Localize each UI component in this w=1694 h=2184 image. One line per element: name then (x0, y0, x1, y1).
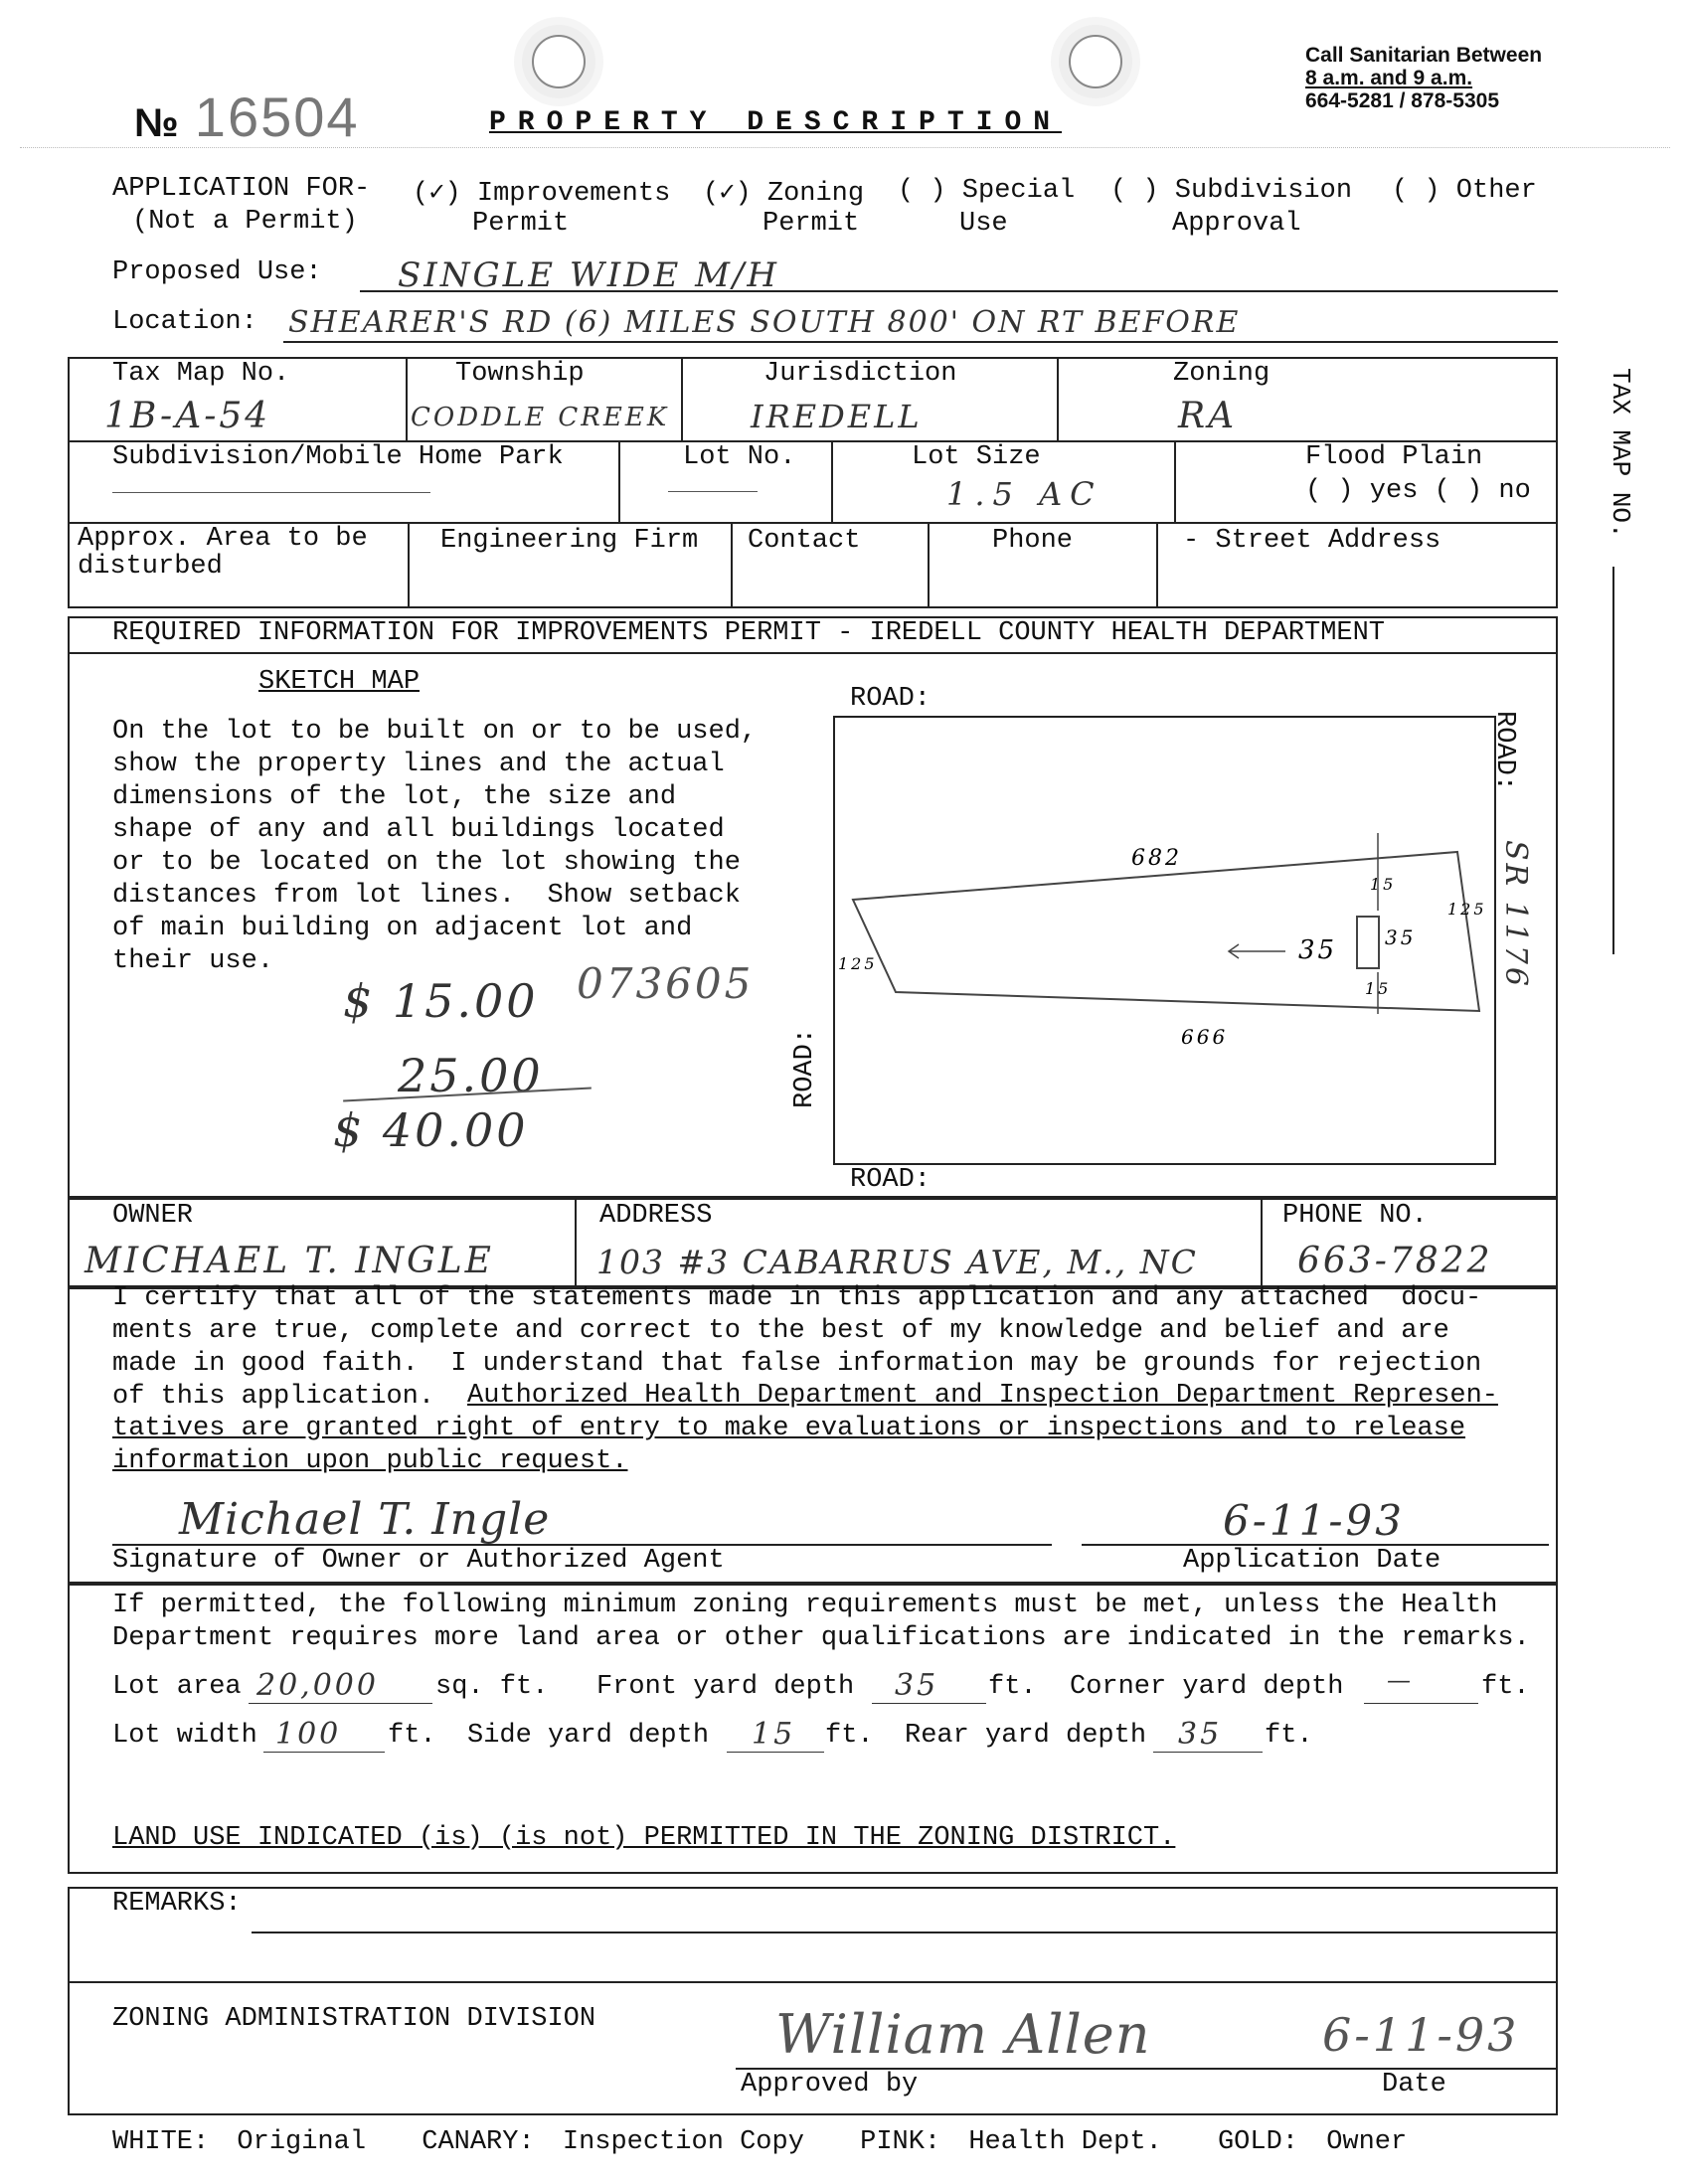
dim-setback-text: 35 (1298, 935, 1338, 965)
subdivision-label: Subdivision/Mobile Home Park (112, 442, 564, 472)
lot-no-label: Lot No. (683, 442, 796, 472)
tax-map-label: Tax Map No. (112, 359, 290, 389)
grid-col-10 (1156, 522, 1158, 608)
zoning-value: RA (1178, 396, 1238, 436)
owner-value: MICHAEL T. INGLE (85, 1241, 494, 1281)
required-heading-line (68, 652, 1558, 654)
grid-col-5 (831, 440, 833, 522)
address-value: 103 #3 CABARRUS AVE, M., NC (596, 1243, 1198, 1281)
lot-area-value: 20,000 (256, 1668, 379, 1703)
location-label: Location: (112, 307, 257, 337)
zoning-division-label: ZONING ADMINISTRATION DIVISION (112, 2004, 596, 2034)
area-disturbed-label2: disturbed (78, 552, 223, 582)
option-improvements-sub: Permit (472, 209, 570, 239)
remarks-line-1 (252, 1932, 1558, 1933)
call-sanitarian-line2: 8 a.m. and 9 a.m. (1305, 67, 1473, 89)
remarks-label: REMARKS: (112, 1889, 242, 1919)
header-dotted-rule (20, 147, 1670, 148)
canary-value: Inspection Copy (562, 2127, 804, 2157)
flood-plain-label: Flood Plain (1305, 442, 1483, 472)
phone-no-value: 663-7822 (1297, 1241, 1493, 1281)
tax-map-vertical-label: TAX MAP NO. (1606, 368, 1635, 539)
rear-yard-value: 35 (1178, 1717, 1223, 1752)
option-subdivision[interactable]: ( ) Subdivision (1110, 176, 1353, 206)
receipt-number: 073605 (577, 959, 755, 1008)
lot-area-blank (249, 1703, 432, 1704)
required-heading: REQUIRED INFORMATION FOR IMPROVEMENTS PERMIT - IREDELL COUNTY HEALTH DEPARTMENT (112, 618, 1386, 648)
address-label: ADDRESS (599, 1201, 713, 1231)
dim-side2-text: 15 (1365, 979, 1392, 998)
front-yard-unit: ft. (988, 1672, 1037, 1702)
sketch-map-box (833, 716, 1496, 1165)
approved-by-label: Approved by (741, 2070, 919, 2100)
street-address-label: - Street Address (1183, 526, 1441, 556)
engineering-firm-label: Engineering Firm (440, 526, 699, 556)
corner-yard-blank (1364, 1703, 1478, 1704)
signature-label: Signature of Owner or Authorized Agent (112, 1546, 725, 1576)
rear-yard-label: Rear yard depth (905, 1721, 1147, 1751)
subdivision-blank (112, 492, 430, 493)
zoning-label: Zoning (1173, 359, 1270, 389)
gold-value: Owner (1326, 2127, 1408, 2157)
owner-label: OWNER (112, 1201, 194, 1231)
pink-label: PINK: (860, 2127, 941, 2157)
grid-col-7 (408, 522, 410, 608)
tax-map-value: 1B-A-54 (104, 396, 271, 436)
number-value: 16504 (194, 85, 360, 148)
pink-value: Health Dept. (968, 2127, 1162, 2157)
road-left-label: ROAD: (790, 1027, 820, 1108)
option-other[interactable]: ( ) Other (1392, 176, 1537, 206)
certify-underlined-3: information upon public request. (112, 1446, 628, 1476)
certify-text: I certify that all of the statements made in this application and any attached docu- ments are true, complete and correct to the best of my knowledge and belief and are made in good faith. I understand that false information may be grounds for rejection of this application. (112, 1283, 1482, 1412)
option-zoning[interactable]: (✓) Zoning (703, 179, 865, 209)
page-title: PROPERTY DESCRIPTION (489, 107, 1063, 138)
corner-yard-label: Corner yard depth (1070, 1672, 1344, 1702)
proposed-use-label: Proposed Use: (112, 257, 322, 287)
option-subdivision-sub: Approval (1172, 209, 1301, 239)
township-value: CODDLE CREEK (411, 403, 670, 432)
certify-underlined-2: tatives are granted right of entry to make evaluations or inspections and to release (112, 1414, 1466, 1443)
tax-map-vertical-line (1612, 567, 1614, 954)
sketch-instructions: On the lot to be built on or to be used, show the property lines and the actual dimensions of the lot, the size and shape of any and all buildings located or to be located on the lot showing the distances from lot lines. Show setback of main building on adjacent lot and their use. (112, 717, 758, 976)
fee-1: $ 15.00 (343, 974, 539, 1028)
white-value: Original (237, 2127, 367, 2157)
dim-bottom-text: 666 (1181, 1025, 1229, 1049)
grid-col-4 (618, 440, 620, 522)
dim-bldg-text: 35 (1385, 925, 1417, 949)
lot-area-unit: sq. ft. (435, 1672, 549, 1702)
area-disturbed-label: Approx. Area to be (78, 524, 368, 554)
call-sanitarian-phones: 664-5281 / 878-5305 (1305, 89, 1499, 112)
phone-no-label: PHONE NO. (1282, 1201, 1428, 1231)
white-label: WHITE: (112, 2127, 210, 2157)
road-bottom-label: ROAD: (850, 1165, 932, 1195)
front-yard-label: Front yard depth (596, 1672, 855, 1702)
call-sanitarian-line1: Call Sanitarian Between (1305, 44, 1543, 67)
option-special[interactable]: ( ) Special (898, 176, 1076, 206)
mobile-home-outline (1357, 917, 1379, 968)
approved-date-value: 6-11-93 (1322, 2008, 1520, 2062)
grid-col-3 (1057, 357, 1059, 440)
application-date-value: 6-11-93 (1223, 1496, 1405, 1545)
option-special-sub: Use (959, 209, 1008, 239)
lot-size-value: 1.5 AC (946, 475, 1102, 513)
front-yard-value: 35 (895, 1668, 939, 1703)
proposed-use-value: SINGLE WIDE M/H (398, 255, 780, 295)
approval-date-label: Date (1382, 2070, 1446, 2100)
copy-distribution (112, 2127, 1407, 2157)
side-yard-blank (727, 1752, 824, 1753)
zoning-req-line2: Department requires more land area or other qualifications are indicated in the remarks. (112, 1623, 1530, 1653)
owner-col-2 (1261, 1198, 1263, 1287)
lot-no-blank (668, 491, 758, 492)
grid-col-6 (1174, 440, 1176, 522)
owner-signature: Michael T. Ingle (179, 1494, 551, 1545)
form-number (134, 84, 360, 149)
dim-top-text: 682 (1131, 846, 1182, 871)
zoning-req-line1: If permitted, the following minimum zoning requirements must be met, unless the Health (112, 1591, 1498, 1620)
grid-col-1 (406, 357, 408, 440)
side-yard-label: Side yard depth (467, 1721, 710, 1751)
road-right-label: ROAD: (1489, 711, 1519, 792)
punch-hole-right (1069, 35, 1122, 88)
fee-total: $ 40.00 (333, 1103, 529, 1157)
grid-col-2 (681, 357, 683, 440)
number-prefix: № (134, 101, 179, 145)
front-yard-blank (872, 1703, 986, 1704)
punch-hole-left (532, 35, 586, 88)
location-value: SHEARER'S RD (6) MILES SOUTH 800' ON RT BEFORE (288, 305, 1241, 340)
application-date-label: Application Date (1183, 1546, 1441, 1576)
lot-width-unit: ft. (388, 1721, 436, 1751)
lot-width-blank (263, 1752, 385, 1753)
application-label: APPLICATION FOR- (112, 174, 371, 204)
lot-area-label: Lot area (112, 1672, 242, 1702)
application-sublabel: (Not a Permit) (132, 207, 358, 237)
rear-yard-unit: ft. (1265, 1721, 1313, 1751)
lot-width-label: Lot width (112, 1721, 257, 1751)
lot-width-value: 100 (275, 1717, 342, 1752)
dim-left-text: 125 (838, 954, 878, 973)
owner-col-1 (575, 1198, 577, 1287)
jurisdiction-value: IREDELL (751, 398, 923, 435)
option-zoning-sub: Permit (762, 209, 860, 239)
sketch-map-title: SKETCH MAP (258, 667, 421, 697)
lot-size-label: Lot Size (912, 442, 1041, 472)
option-improvements[interactable]: (✓) Improvements (413, 179, 671, 209)
proposed-use-line (360, 290, 1558, 292)
dim-right-text: 125 (1447, 900, 1487, 919)
jurisdiction-label: Jurisdiction (763, 359, 957, 389)
grid-col-8 (731, 522, 733, 608)
canary-label: CANARY: (422, 2127, 535, 2157)
fee-2: 25.00 (398, 1049, 544, 1102)
land-use-statement: LAND USE INDICATED (is) (is not) PERMITTED IN THE ZONING DISTRICT. (112, 1823, 1176, 1853)
remarks-line-2 (68, 1981, 1558, 1983)
dim-side1-text: 15 (1370, 875, 1397, 894)
location-line (283, 341, 1558, 343)
approver-signature: William Allen (775, 2003, 1151, 2066)
contact-label: Contact (748, 526, 861, 556)
rear-yard-blank (1153, 1752, 1263, 1753)
corner-yard-unit: ft. (1481, 1672, 1530, 1702)
side-yard-unit: ft. (825, 1721, 874, 1751)
side-yard-value: 15 (752, 1717, 796, 1752)
phone-label: Phone (992, 526, 1074, 556)
grid-col-9 (928, 522, 930, 608)
township-label: Township (455, 359, 585, 389)
flood-plain-options[interactable]: ( ) yes ( ) no (1305, 476, 1531, 506)
road-right-name: SR 1176 (1498, 840, 1533, 990)
certify-underlined-1: Authorized Health Department and Inspection Department Represen- (467, 1381, 1498, 1411)
corner-yard-value: — (1387, 1666, 1414, 1694)
road-top-label: ROAD: (850, 684, 932, 714)
gold-label: GOLD: (1217, 2127, 1298, 2157)
